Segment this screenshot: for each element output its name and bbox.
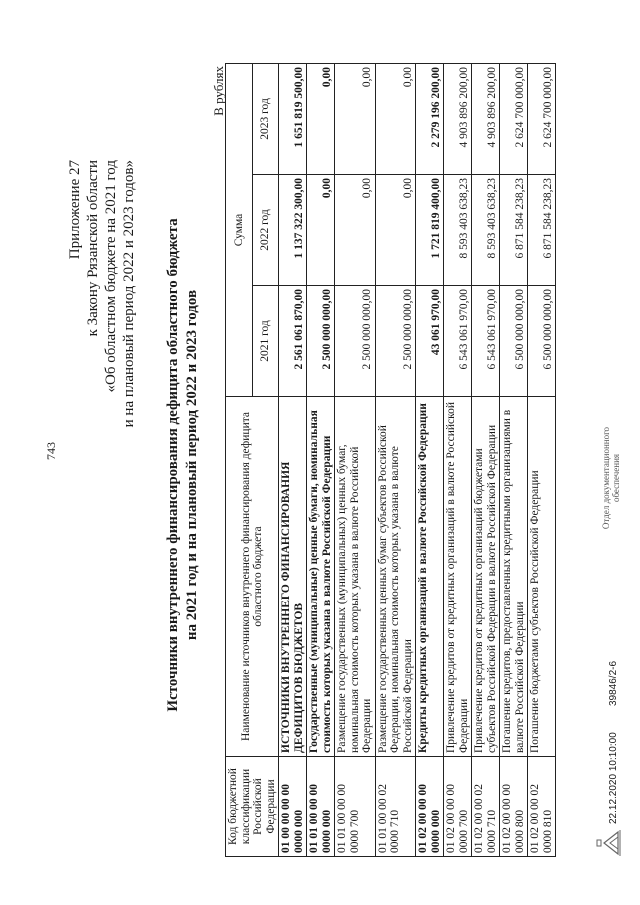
row-name: Погашение кредитов, предоставленных кредитными организациями в валюте Российской Федерации — [500, 397, 528, 757]
row-amount-2021: 6 500 000 000,00 — [500, 286, 528, 397]
appendix-law: к Закону Рязанской области — [85, 160, 101, 337]
document-title-line-1: Источники внутреннего финансирования дефицита областного бюджета — [165, 218, 181, 712]
footer-document-id: 39846/2-6 — [608, 660, 619, 706]
row-code: 01 02 00 00 00 0000 000 — [416, 757, 444, 857]
row-amount-2022: 6 871 584 238,23 — [528, 175, 556, 286]
document-title-line-2: на 2021 год и на плановый период 2022 и 2023 годов — [184, 289, 200, 641]
appendix-law-title: «Об областном бюджете на 2021 год — [103, 160, 119, 393]
row-amount-2023: 2 279 196 200,00 — [416, 63, 444, 174]
row-amount-2023: 0,00 — [335, 63, 376, 174]
row-amount-2022: 0,00 — [375, 175, 416, 286]
unit-label: В рублях — [211, 66, 226, 116]
row-name: ИСТОЧНИКИ ВНУТРЕННЕГО ФИНАНСИРОВАНИЯ ДЕФИЦИТОВ БЮДЖЕТОВ — [279, 397, 307, 757]
row-amount-2021: 6 543 061 970,00 — [472, 286, 500, 397]
table-row — [528, 63, 556, 856]
row-amount-2023: 1 651 819 500,00 — [279, 63, 307, 174]
row-amount-2022: 8 593 403 638,23 — [444, 175, 472, 286]
row-name: Погашение бюджетами субъектов Российской Федерации — [528, 397, 556, 757]
row-amount-2021: 2 561 061 870,00 — [279, 286, 307, 397]
header-sum: Сумма — [226, 63, 253, 396]
row-amount-2021: 6 543 061 970,00 — [444, 286, 472, 397]
row-amount-2023: 0,00 — [307, 63, 335, 174]
footer-datetime: 22.12.2020 10:10:00 — [608, 732, 619, 824]
row-amount-2022: 0,00 — [335, 175, 376, 286]
appendix-law-period: и на плановый период 2022 и 2023 годов» — [121, 160, 137, 428]
row-code: 01 02 00 00 00 0000 800 — [500, 757, 528, 857]
appendix-number: Приложение 27 — [67, 160, 83, 260]
stamp-line-2: обеспечения — [611, 453, 621, 503]
row-name: Привлечение кредитов от кредитных организаций в валюте Российской Федерации — [444, 397, 472, 757]
table-row — [444, 63, 472, 856]
row-amount-2021: 2 500 000 000,00 — [375, 286, 416, 397]
row-amount-2021: 6 500 000 000,00 — [528, 286, 556, 397]
row-amount-2023: 2 624 700 000,00 — [500, 63, 528, 174]
header-code: Код бюджетной классификации Российской Федерации — [226, 757, 279, 857]
table-row — [279, 63, 307, 856]
registry-stamp — [601, 413, 621, 543]
table-row — [307, 63, 335, 856]
row-amount-2022: 1 137 322 300,00 — [279, 175, 307, 286]
sources-table — [225, 63, 556, 857]
row-name: Привлечение кредитов от кредитных организаций бюджетами субъектов Российской Федерации в валюте Российской Федерации — [472, 397, 500, 757]
stamp-line-1: Отдел документационного — [601, 426, 611, 530]
row-code: 01 00 00 00 00 0000 000 — [279, 757, 307, 857]
table-row — [416, 63, 444, 856]
table-row — [500, 63, 528, 856]
row-code: 01 02 00 00 00 0000 700 — [444, 757, 472, 857]
row-amount-2022: 6 871 584 238,23 — [500, 175, 528, 286]
row-amount-2021: 2 500 000 000,00 — [335, 286, 376, 397]
row-amount-2022: 0,00 — [307, 175, 335, 286]
row-amount-2022: 1 721 819 400,00 — [416, 175, 444, 286]
row-name: Размещение государственных ценных бумаг субъектов Российской Федерации, номинальная стоимость которых указана в валюте Российской Федерации — [375, 397, 416, 757]
row-code: 01 01 00 00 00 0000 000 — [307, 757, 335, 857]
row-name: Государственные (муниципальные) ценные бумаги, номинальная стоимость которых указана в валюте Российской Федерации — [307, 397, 335, 757]
row-amount-2023: 2 624 700 000,00 — [528, 63, 556, 174]
row-code: 01 02 00 00 02 0000 810 — [528, 757, 556, 857]
row-name: Кредиты кредитных организаций в валюте Российской Федерации — [416, 397, 444, 757]
row-code: 01 01 00 00 02 0000 710 — [375, 757, 416, 857]
row-code: 01 02 00 00 02 0000 710 — [472, 757, 500, 857]
header-2022: 2022 год — [252, 175, 279, 286]
header-2021: 2021 год — [252, 286, 279, 397]
row-amount-2021: 2 500 000 000,00 — [307, 286, 335, 397]
row-amount-2023: 0,00 — [375, 63, 416, 174]
table-row — [375, 63, 416, 856]
page-number: 743 — [44, 442, 58, 460]
header-name: Наименование источников внутреннего финансирования дефицита областного бюджета — [226, 397, 279, 757]
table-row — [335, 63, 376, 856]
row-amount-2022: 8 593 403 638,23 — [472, 175, 500, 286]
row-code: 01 01 00 00 00 0000 700 — [335, 757, 376, 857]
header-2023: 2023 год — [252, 63, 279, 174]
row-name: Размещение государственных (муниципальных) ценных бумаг, номинальная стоимость которых указана в валюте Российской Федерации — [335, 397, 376, 757]
row-amount-2021: 43 061 970,00 — [416, 286, 444, 397]
row-amount-2023: 4 903 896 200,00 — [444, 63, 472, 174]
table-row — [472, 63, 500, 856]
document-system-logo-icon — [596, 829, 622, 857]
row-amount-2023: 4 903 896 200,00 — [472, 63, 500, 174]
appendix-block — [66, 160, 138, 427]
